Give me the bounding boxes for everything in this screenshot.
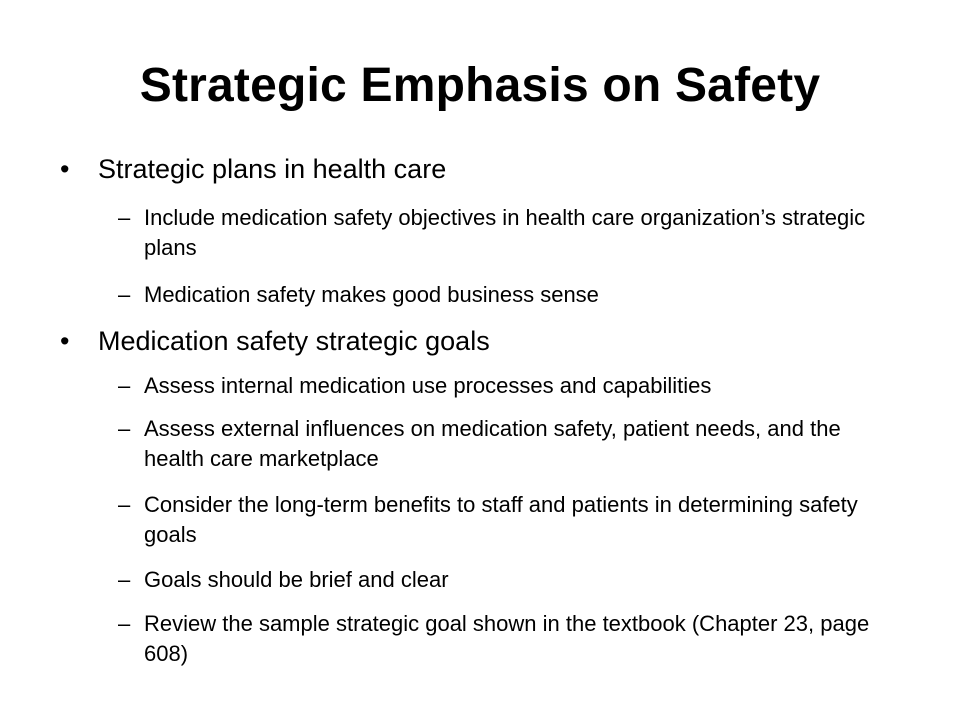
list-item	[118, 609, 878, 669]
dash-icon: –	[118, 416, 131, 441]
section-heading-text: Strategic plans in health care	[98, 154, 447, 184]
list-item	[118, 490, 878, 550]
bullet-icon: •	[60, 154, 70, 184]
list-item-text: Medication safety makes good business sense	[144, 282, 599, 307]
list-item	[118, 371, 878, 401]
list-item-text: Assess external influences on medication safety, patient needs, and the health care marketplace	[144, 416, 841, 471]
dash-icon: –	[118, 373, 131, 398]
list-item-text: Goals should be brief and clear	[144, 567, 449, 592]
list-item-text: Consider the long-term benefits to staff and patients in determining safety goals	[144, 492, 858, 547]
bullet-icon: •	[60, 326, 70, 356]
list-item	[118, 203, 878, 263]
list-item-text: Assess internal medication use processes and capabilities	[144, 373, 712, 398]
list-item-text: Include medication safety objectives in health care organization’s strategic plans	[144, 205, 866, 260]
dash-icon: –	[118, 567, 131, 592]
dash-icon: –	[118, 492, 131, 517]
dash-icon: –	[118, 282, 131, 307]
list-item	[118, 280, 878, 310]
section-heading-text: Medication safety strategic goals	[98, 326, 490, 356]
slide-title: Strategic Emphasis on Safety	[139, 59, 821, 112]
list-item	[118, 565, 878, 595]
list-item	[118, 414, 878, 474]
dash-icon: –	[118, 205, 131, 230]
dash-icon: –	[118, 611, 131, 636]
list-item-text: Review the sample strategic goal shown in the textbook (Chapter 23, page 608)	[144, 611, 870, 666]
